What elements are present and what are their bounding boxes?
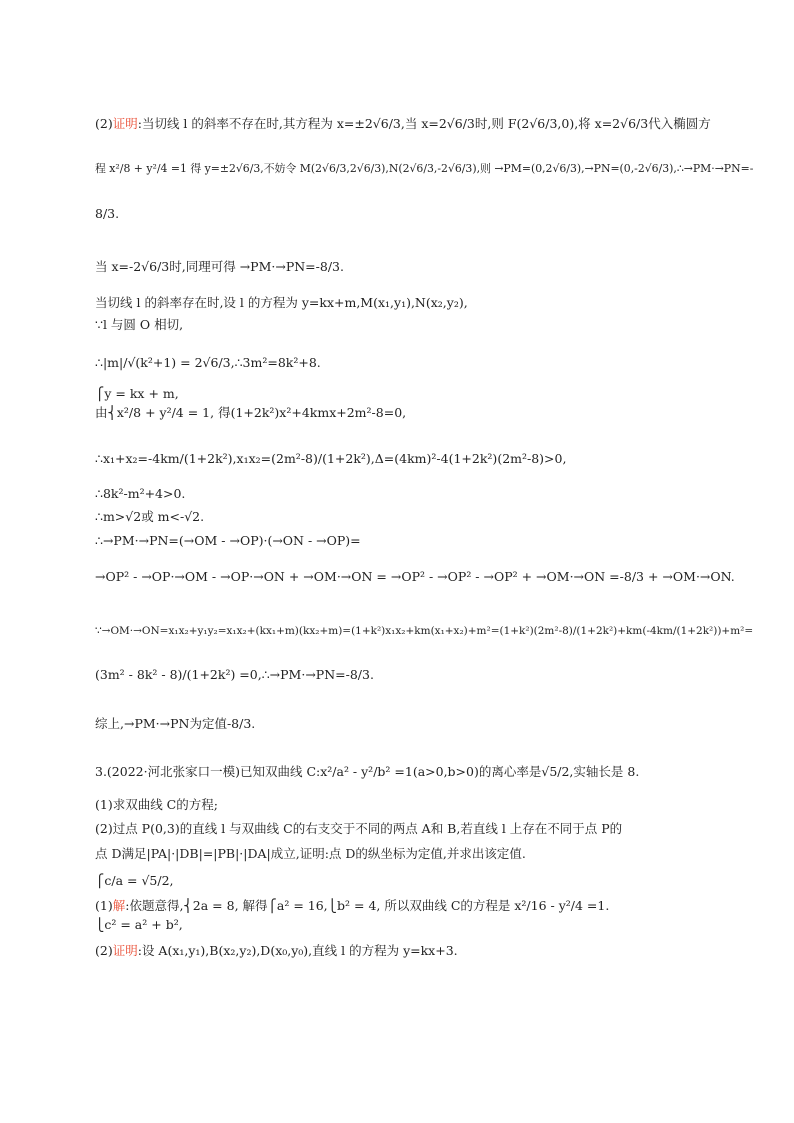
text-line: [95, 404, 734, 422]
text-line: [95, 485, 734, 503]
text-line: [95, 622, 754, 640]
line-text: ∴x₁+x₂=-4km/(1+2k²),x₁x₂=(2m²-8)/(1+2k²),Δ=(4km)²-4(1+2k²)(2m²-8)>0,: [95, 451, 567, 466]
part-label: (2): [95, 943, 113, 958]
text-line: [95, 316, 734, 334]
text-line: [95, 666, 734, 684]
text-line: [95, 916, 734, 934]
line-text: 当切线 l 的斜率存在时,设 l 的方程为 y=kx+m,M(x₁,y₁),N(x₂,y₂),: [95, 295, 468, 310]
line-text: :依题意得,⎨2a = 8, 解得⎧a² = 16,⎩b² = 4, 所以双曲线 C的方程是 x²/16 - y²/4 =1.: [125, 898, 610, 913]
text-line: [95, 796, 734, 814]
text-line: [95, 115, 734, 133]
line-text: 点 D满足|PA|·|DB|=|PB|·|DA|成立,证明:点 D的纵坐标为定值,并求出该定值.: [95, 846, 526, 861]
keyword-label: 证明: [112, 116, 138, 131]
line-text: ∴→PM·→PN=(→OM - →OP)·(→ON - →OP)=: [95, 533, 361, 548]
line-text: ∴|m|/√(k²+1) = 2√6/3,∴3m²=8k²+8.: [95, 355, 321, 370]
text-line: [95, 897, 734, 915]
line-text: (3m² - 8k² - 8)/(1+2k²) =0,∴→PM·→PN=-8/3.: [95, 667, 374, 682]
part-label: (2): [95, 116, 113, 131]
line-text: →OP² - →OP·→OM - →OP·→ON + →OM·→ON = →OP² - →OP² - →OP² + →OM·→ON =-8/3 + →OM·→ON.: [95, 569, 735, 584]
text-line: [95, 385, 734, 403]
line-text: :设 A(x₁,y₁),B(x₂,y₂),D(x₀,y₀),直线 l 的方程为 y=kx+3.: [137, 943, 458, 958]
text-line: [95, 258, 734, 276]
text-line: [95, 160, 754, 178]
line-text: ∴m>√2或 m<-√2.: [95, 509, 205, 524]
text-line: [95, 715, 734, 733]
line-text: 综上,→PM·→PN为定值-8/3.: [95, 716, 256, 731]
keyword-label: 证明: [112, 943, 138, 958]
text-line: [95, 763, 734, 781]
text-line: [95, 845, 734, 863]
line-text: 程 x²/8 + y²/4 =1 得 y=±2√6/3,不妨令 M(2√6/3,2√6/3),N(2√6/3,-2√6/3),则 →PM=(0,2√6/3),→PN=(0,-2√6/3),∴→PM·→PN=-: [95, 162, 754, 175]
text-line: [95, 568, 734, 586]
text-line: [95, 508, 734, 526]
line-text: ⎩c² = a² + b²,: [95, 917, 183, 932]
line-text: :当切线 l 的斜率不存在时,其方程为 x=±2√6/3,当 x=2√6/3时,则 F(2√6/3,0),将 x=2√6/3代入椭圆方: [137, 116, 711, 131]
line-text: 当 x=-2√6/3时,同理可得 →PM·→PN=-8/3.: [95, 259, 344, 274]
line-text: ∵l 与圆 O 相切,: [95, 317, 184, 332]
line-text: (1)求双曲线 C的方程;: [95, 797, 218, 812]
line-text: (2)过点 P(0,3)的直线 l 与双曲线 C的右支交于不同的两点 A和 B,若直线 l 上存在不同于点 P的: [95, 821, 623, 836]
line-text: ∵→OM·→ON=x₁x₂+y₁y₂=x₁x₂+(kx₁+m)(kx₂+m)=(1+k²)x₁x₂+km(x₁+x₂)+m²=(1+k²)(2m²-8)/(1+2k²)+km(-4km/(1+2k²))+m²=: [95, 625, 754, 637]
part-label: (1): [95, 898, 113, 913]
line-text: 3.(2022·河北张家口一模)已知双曲线 C:x²/a² - y²/b² =1(a>0,b>0)的离心率是√5/2,实轴长是 8.: [95, 764, 640, 779]
keyword-label: 解: [112, 898, 126, 913]
line-text: ⎧c/a = √5/2,: [95, 873, 174, 888]
text-line: [95, 450, 734, 468]
line-text: 8/3.: [95, 206, 120, 221]
text-line: [95, 820, 734, 838]
text-line: [95, 205, 734, 223]
line-text: 由⎨x²/8 + y²/4 = 1, 得(1+2k²)x²+4kmx+2m²-8=0,: [95, 405, 407, 420]
text-line: [95, 872, 734, 890]
text-line: [95, 532, 734, 550]
text-line: [95, 354, 734, 372]
text-line: [95, 294, 734, 312]
line-text: ⎧y = kx + m,: [95, 386, 179, 401]
line-text: ∴8k²-m²+4>0.: [95, 486, 186, 501]
text-line: [95, 942, 734, 960]
